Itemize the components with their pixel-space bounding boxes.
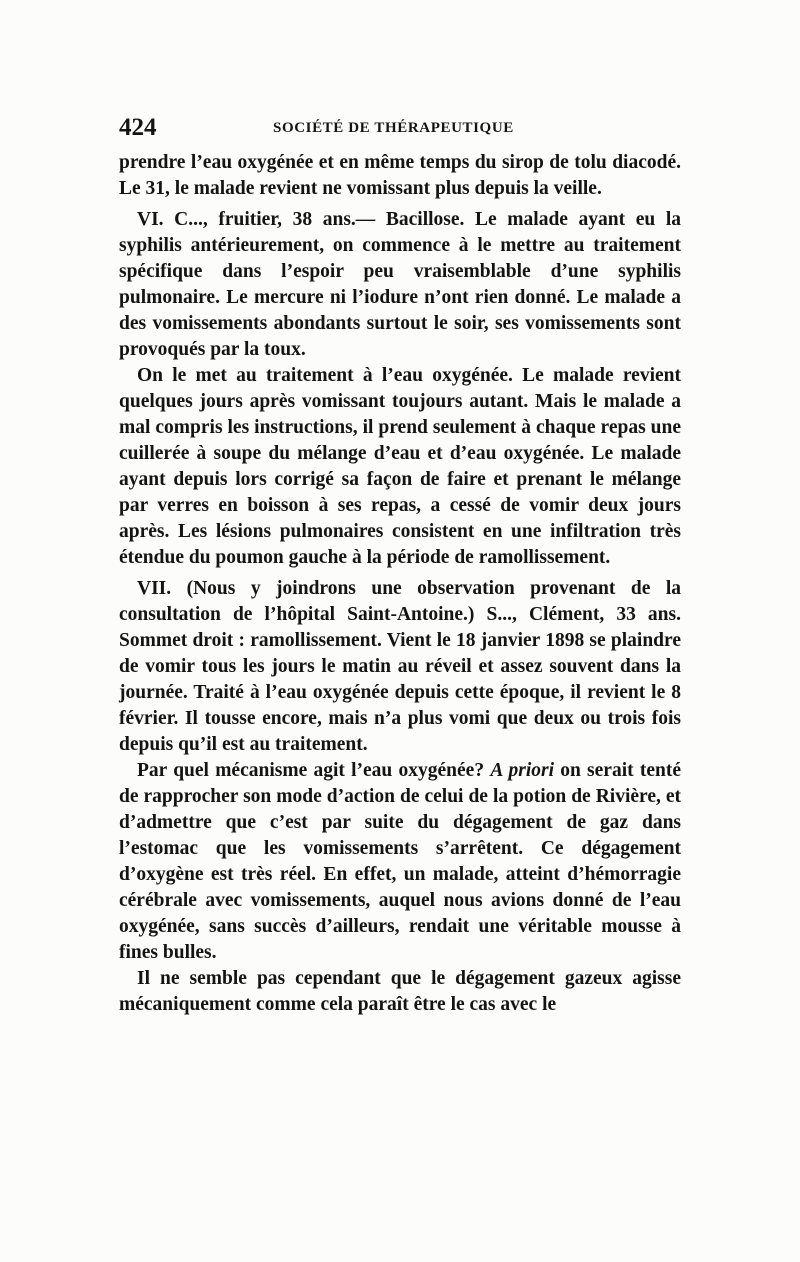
body-text (119, 150, 681, 1018)
paragraph-mechanism (119, 758, 681, 966)
running-title: SOCIÉTÉ DE THÉRAPEUTIQUE (273, 120, 514, 136)
running-head (119, 114, 681, 144)
page-number: 424 (119, 114, 157, 141)
paragraph-continuation: prendre l’eau oxygénée et en même temps du sirop de tolu diacodé. Le 31, le malade revient ne vomissant plus depuis la veille. (119, 152, 681, 199)
paragraph-case-vi-treatment: On le met au traitement à l’eau oxygénée. Le malade revient quelques jours après vomissant toujours autant. Mais le malade a mal compris les instructions, il prend seulement à chaque repas une cuillerée à soupe du mélange d’eau et d’eau oxygénée. Le malade ayant depuis lors corrigé sa façon de faire et prenant le mélange par verres en boisson à ses repas, a cessé de vomir deux jours après. Les lésions pulmonaires consistent en une infiltration très étendue du poumon gauche à la période de ramollissement. (119, 365, 681, 568)
paragraph-case-vii: VII. (Nous y joindrons une observation provenant de la consultation de l’hôpital Saint-Antoine.) S..., Clément, 33 ans. Sommet droit : ramollissement. Vient le 18 janvier 1898 se plaindre de vomir tous les jours le matin au réveil et assez souvent dans la journée. Traité à l’eau oxygénée depuis cette époque, il revient le 8 février. Il tousse encore, mais n’a plus vomi que deux ou trois fois depuis qu’il est au traitement. (119, 578, 681, 755)
paragraph-case-vi: VI. C..., fruitier, 38 ans.— Bacillose. Le malade ayant eu la syphilis antérieurement, on commence à le mettre au traitement spécifique dans l’espoir peu vraisemblable d’une syphilis pulmonaire. Le mercure ni l’iodure n’ont rien donné. Le malade a des vomissements abondants surtout le soir, ses vomissements sont provoqués par la toux. (119, 209, 681, 360)
a-priori-italic: A priori (490, 760, 554, 781)
paragraph-final: Il ne semble pas cependant que le dégagement gazeux agisse mécaniquement comme cela paraît être le cas avec le (119, 968, 681, 1015)
mechanism-text-end: on serait tenté de rapprocher son mode d’action de celui de la potion de Rivière, et d’admettre que c’est par suite du dégagement de gaz dans l’estomac que les vomissements s’arrêtent. Ce dégagement d’oxygène est très réel. En effet, un malade, atteint d’hémorragie cérébrale avec vomissements, auquel nous avions donné de l’eau oxygénée, sans succès d’ailleurs, rendait une véritable mousse à fines bulles. (119, 760, 681, 963)
mechanism-text-start: Par quel mécanisme agit l’eau oxygénée? (137, 760, 491, 781)
